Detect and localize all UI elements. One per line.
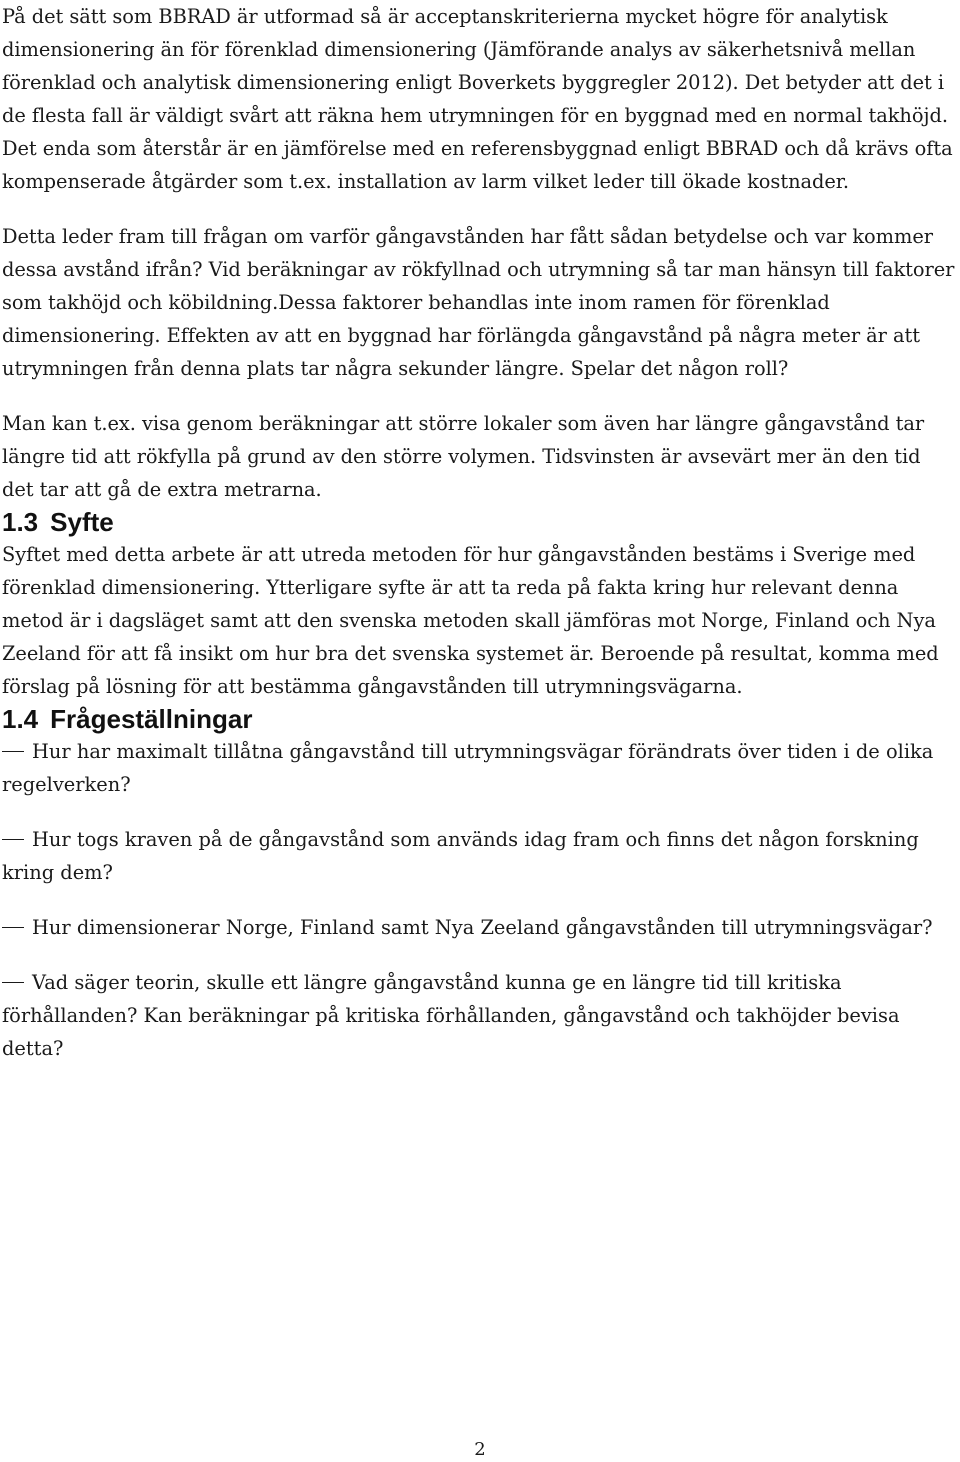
question-item <box>2 823 957 889</box>
section-heading-syfte <box>2 506 957 538</box>
paragraph-smoke-filling-example: Man kan t.ex. visa genom beräkningar att större lokaler som även har längre gångavstånd tar längre tid att rökfylla på grund av den större volymen. Tidsvinsten är avsevärt mer än den tid det tar att gå de extra metrarna. <box>2 412 925 501</box>
question-item <box>2 966 957 1065</box>
question-text: Vad säger teorin, skulle ett längre gångavstånd kunna ge en längre tid till kritiska förhållanden? Kan beräkningar på kritiska förhållanden, gångavstånd och takhöjder bevisa detta? <box>2 971 900 1060</box>
section-number: 1.3 <box>2 507 39 537</box>
question-item <box>2 911 957 944</box>
question-list <box>2 735 957 1065</box>
section-number: 1.4 <box>2 704 39 734</box>
paragraph-acceptance-criteria: På det sätt som BBRAD är utformad så är acceptanskriterierna mycket högre för analytisk dimensionering än för förenklad dimensionering (Jämförande analys av säkerhetsnivå mellan förenklad och analytisk dimensionering enligt Boverkets byggregler 2012). Det betyder att det i de flesta fall är väldigt svårt att räkna hem utrymningen för en byggnad med en normal takhöjd. Det enda som återstår är en jämförelse med en referensbyggnad enligt BBRAD och då krävs ofta kompenserade åtgärder som t.ex. installation av larm vilket leder till ökade kostnader. <box>2 5 953 193</box>
question-text: Hur har maximalt tillåtna gångavstånd till utrymningsvägar förändrats över tiden i de olika regelverken? <box>2 740 934 796</box>
page-content <box>2 0 957 1087</box>
dash-bullet-icon <box>2 927 24 928</box>
paragraph-syfte: Syftet med detta arbete är att utreda metoden för hur gångavstånden bestäms i Sverige med förenklad dimensionering. Ytterligare syfte är att ta reda på fakta kring hur relevant denna metod är i dagsläget samt att den svenska metoden skall jämföras mot Norge, Finland och Nya Zeeland för att få insikt om hur bra det svenska systemet är. Beroende på resultat, komma med förslag på lösning för att bestämma gångavstånden till utrymningsvägarna. <box>2 543 939 698</box>
dash-bullet-icon <box>2 839 24 840</box>
section-title: Frågeställningar <box>50 704 253 734</box>
question-text: Hur togs kraven på de gångavstånd som används idag fram och finns det någon forskning kring dem? <box>2 828 919 884</box>
page-number: 2 <box>474 1439 486 1460</box>
section-title: Syfte <box>50 507 114 537</box>
question-text: Hur dimensionerar Norge, Finland samt Nya Zeeland gångavstånden till utrymningsvägar? <box>32 916 933 939</box>
dash-bullet-icon <box>2 982 24 983</box>
paragraph-walking-distance-question: Detta leder fram till frågan om varför gångavstånden har fått sådan betydelse och var kommer dessa avstånd ifrån? Vid beräkningar av rökfyllnad och utrymning så tar man hänsyn till faktorer som takhöjd och köbildning.Dessa faktorer behandlas inte inom ramen för förenklad dimensionering. Effekten av att en byggnad har förlängda gångavstånd på några meter är att utrymningen från denna plats tar några sekunder längre. Spelar det någon roll? <box>2 225 955 380</box>
dash-bullet-icon <box>2 751 24 752</box>
section-heading-fragestallningar <box>2 703 957 735</box>
question-item <box>2 735 957 801</box>
